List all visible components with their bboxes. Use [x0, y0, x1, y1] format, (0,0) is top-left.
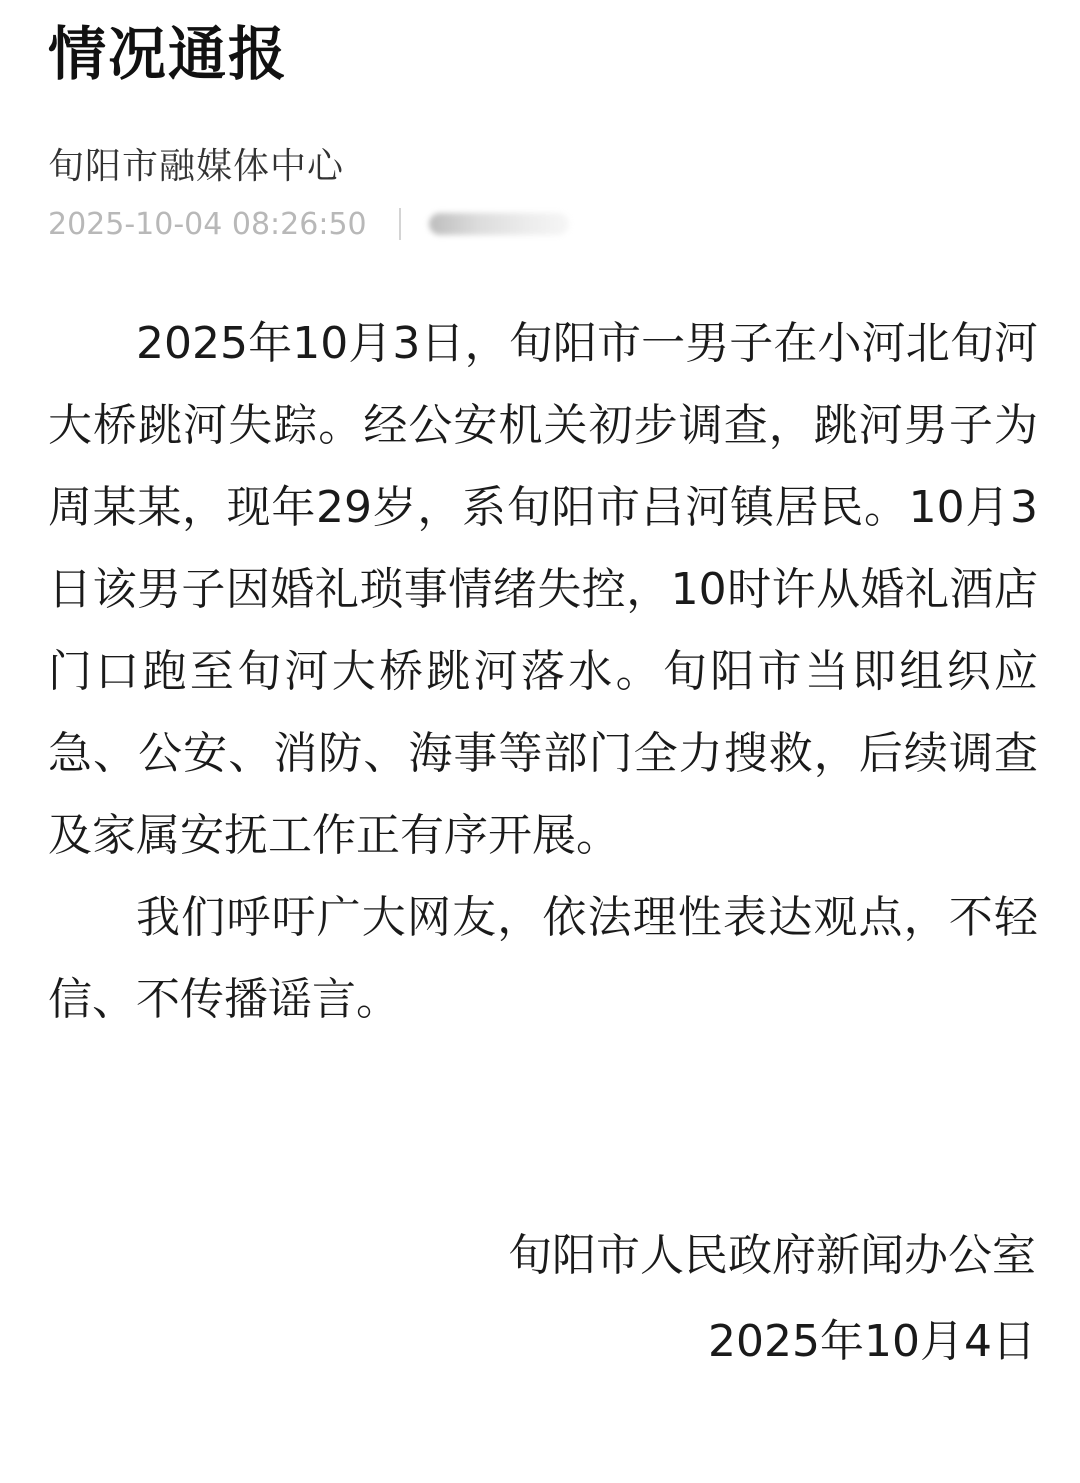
meta-divider: [399, 208, 401, 240]
blurred-location-tag: [429, 213, 569, 235]
publish-timestamp: 2025-10-04 08:26:50: [48, 206, 367, 242]
body-paragraph-2: 我们呼吁广大网友，依法理性表达观点，不轻信、不传播谣言。: [48, 892, 1038, 1025]
body-paragraph-1: 2025年10月3日，旬阳市一男子在小河北旬河大桥跳河失踪。经公安机关初步调查，跳河男子为周某某，现年29岁，系旬阳市吕河镇居民。10月3日该男子因婚礼琐事情绪失控，10时许从婚礼酒店门口跑至旬河大桥跳河落水。旬阳市当即组织应急、公安、消防、海事等部门全力搜救，后续调查及家属安抚工作正有序开展。: [48, 318, 1038, 861]
article-meta: [48, 202, 569, 246]
source-name[interactable]: 旬阳市融媒体中心: [48, 146, 345, 187]
article-body: [48, 303, 1038, 1041]
article-title: 情况通报: [48, 20, 289, 88]
signature-date: 2025年10月4日: [708, 1316, 1036, 1367]
signature-organization: 旬阳市人民政府新闻办公室: [508, 1230, 1036, 1281]
